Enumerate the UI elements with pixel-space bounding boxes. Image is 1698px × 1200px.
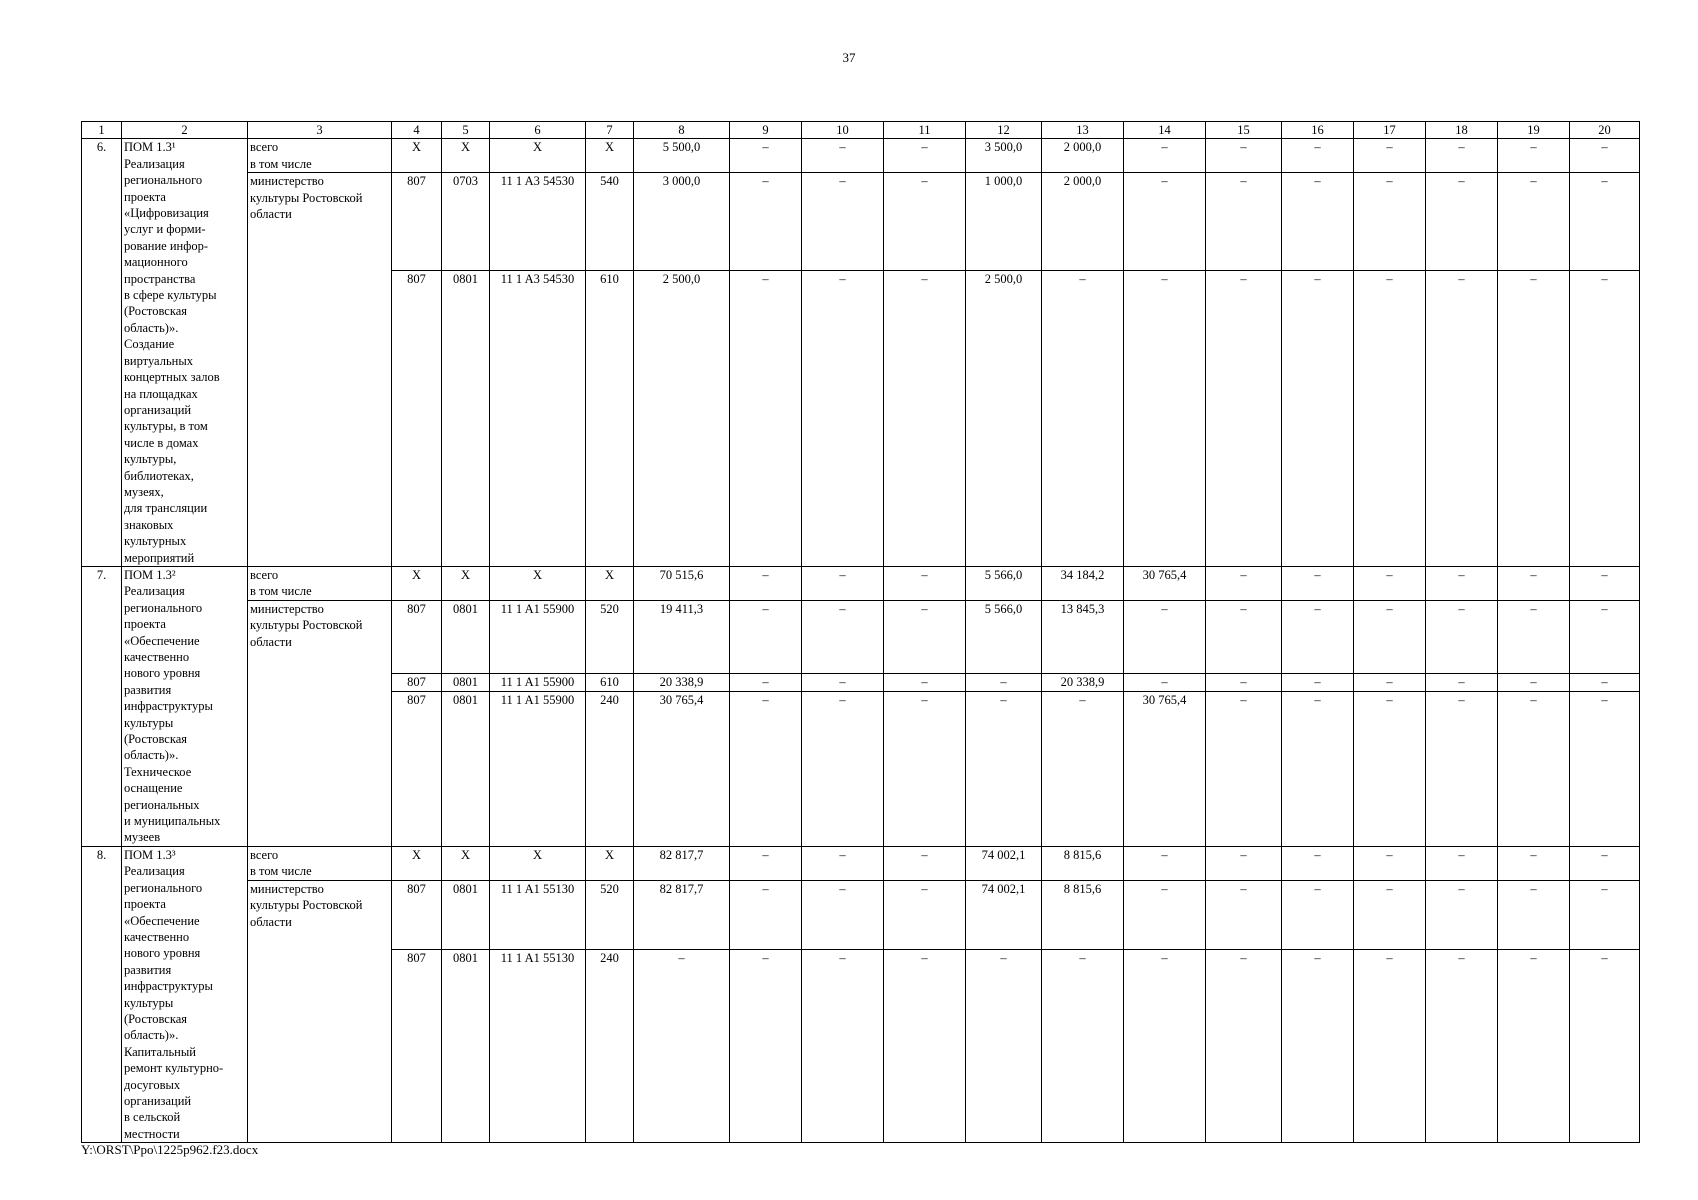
value-cell: – [884, 139, 966, 173]
value-cell: X [490, 566, 586, 600]
value-cell: – [802, 880, 884, 950]
value-cell: – [1282, 691, 1354, 846]
header-cell: 1 [82, 122, 122, 139]
value-cell: – [1354, 173, 1426, 271]
value-cell: – [1426, 880, 1498, 950]
value-cell: – [1282, 880, 1354, 950]
value-cell: – [1426, 846, 1498, 880]
value-cell: X [442, 566, 490, 600]
value-cell: X [586, 139, 634, 173]
value-cell: 5 500,0 [634, 139, 730, 173]
value-cell: – [730, 270, 802, 566]
value-cell: 807 [392, 950, 442, 1143]
value-cell: – [730, 846, 802, 880]
value-cell: – [1282, 139, 1354, 173]
value-cell: – [1124, 270, 1206, 566]
value-cell: – [966, 950, 1042, 1143]
value-cell: 2 000,0 [1042, 173, 1124, 271]
value-cell: – [730, 691, 802, 846]
measure-name: ПОМ 1.3² Реализация регионального проекта «Обеспечение качественно нового уровня развития инфраструктуры культуры (Ростовская область)». Техническое оснащение региональных и муниципальных музеев [122, 566, 248, 846]
header-cell: 5 [442, 122, 490, 139]
value-cell: 1 000,0 [966, 173, 1042, 271]
value-cell: 807 [392, 600, 442, 674]
value-cell: 19 411,3 [634, 600, 730, 674]
header-cell: 13 [1042, 122, 1124, 139]
row-number: 7. [82, 566, 122, 846]
value-cell: X [392, 846, 442, 880]
value-cell: 807 [392, 674, 442, 691]
value-cell: 807 [392, 691, 442, 846]
value-cell: – [1354, 270, 1426, 566]
header-cell: 20 [1570, 122, 1640, 139]
value-cell: 0703 [442, 173, 490, 271]
value-cell: – [1042, 270, 1124, 566]
value-cell: 82 817,7 [634, 880, 730, 950]
total-label: всего в том числе [248, 566, 392, 600]
value-cell: – [1354, 846, 1426, 880]
page-number: 37 [842, 50, 856, 65]
value-cell: 74 002,1 [966, 846, 1042, 880]
value-cell: – [1498, 566, 1570, 600]
header-cell: 2 [122, 122, 248, 139]
value-cell: 30 765,4 [634, 691, 730, 846]
value-cell: – [1124, 674, 1206, 691]
value-cell: – [1498, 950, 1570, 1143]
value-cell: – [1570, 846, 1640, 880]
total-label: всего в том числе [248, 139, 392, 173]
value-cell: – [1124, 600, 1206, 674]
value-cell: – [730, 880, 802, 950]
value-cell: 540 [586, 173, 634, 271]
value-cell: – [1570, 566, 1640, 600]
value-cell: X [490, 139, 586, 173]
value-cell: – [1354, 566, 1426, 600]
header-cell: 7 [586, 122, 634, 139]
value-cell: 2 500,0 [966, 270, 1042, 566]
value-cell: – [1498, 846, 1570, 880]
value-cell: 0801 [442, 691, 490, 846]
value-cell: 240 [586, 950, 634, 1143]
value-cell: – [802, 139, 884, 173]
value-cell: – [884, 173, 966, 271]
value-cell: – [1282, 600, 1354, 674]
value-cell: 0801 [442, 880, 490, 950]
value-cell: – [802, 173, 884, 271]
measure-name: ПОМ 1.3³ Реализация регионального проекта «Обеспечение качественно нового уровня развития инфраструктуры культуры (Ростовская область)». Капитальный ремонт культурно- досуговых организаций в сельской местности [122, 846, 248, 1142]
value-cell: – [1570, 270, 1640, 566]
value-cell: – [1354, 950, 1426, 1143]
value-cell: – [1354, 691, 1426, 846]
value-cell: – [1570, 600, 1640, 674]
value-cell: – [1042, 691, 1124, 846]
value-cell: 807 [392, 880, 442, 950]
value-cell: – [884, 691, 966, 846]
value-cell: – [1124, 173, 1206, 271]
value-cell: – [1042, 950, 1124, 1143]
header-cell: 14 [1124, 122, 1206, 139]
table-row [82, 566, 1640, 600]
value-cell: X [392, 139, 442, 173]
value-cell: – [1354, 600, 1426, 674]
table-row [82, 173, 1640, 271]
value-cell: – [1206, 173, 1282, 271]
value-cell: – [884, 600, 966, 674]
value-cell: – [802, 270, 884, 566]
value-cell: 240 [586, 691, 634, 846]
value-cell: 5 566,0 [966, 566, 1042, 600]
value-cell: – [1498, 691, 1570, 846]
header-cell: 17 [1354, 122, 1426, 139]
value-cell: – [802, 674, 884, 691]
value-cell: – [1282, 270, 1354, 566]
value-cell: – [802, 600, 884, 674]
value-cell: – [1426, 139, 1498, 173]
value-cell: 13 845,3 [1042, 600, 1124, 674]
value-cell: 8 815,6 [1042, 880, 1124, 950]
value-cell: – [1498, 674, 1570, 691]
value-cell: 74 002,1 [966, 880, 1042, 950]
value-cell: – [634, 950, 730, 1143]
value-cell: – [1282, 566, 1354, 600]
value-cell: – [884, 566, 966, 600]
header-cell: 9 [730, 122, 802, 139]
value-cell: – [1426, 691, 1498, 846]
value-cell: – [1206, 846, 1282, 880]
total-label: всего в том числе [248, 846, 392, 880]
header-cell: 8 [634, 122, 730, 139]
value-cell: – [1426, 674, 1498, 691]
value-cell: – [1426, 600, 1498, 674]
header-cell: 19 [1498, 122, 1570, 139]
value-cell: – [802, 691, 884, 846]
value-cell: – [1354, 674, 1426, 691]
value-cell: 8 815,6 [1042, 846, 1124, 880]
value-cell: – [1498, 173, 1570, 271]
value-cell: – [1570, 173, 1640, 271]
value-cell: 11 1 A1 55900 [490, 600, 586, 674]
value-cell: – [1206, 566, 1282, 600]
value-cell: – [966, 691, 1042, 846]
value-cell: – [884, 950, 966, 1143]
value-cell: 30 765,4 [1124, 691, 1206, 846]
value-cell: – [802, 846, 884, 880]
value-cell: – [1426, 566, 1498, 600]
value-cell: 610 [586, 674, 634, 691]
budget-table [81, 121, 1640, 1143]
value-cell: – [1206, 600, 1282, 674]
value-cell: – [1206, 880, 1282, 950]
value-cell: 3 500,0 [966, 139, 1042, 173]
value-cell: – [1426, 950, 1498, 1143]
value-cell: X [490, 846, 586, 880]
value-cell: – [1426, 270, 1498, 566]
header-cell: 18 [1426, 122, 1498, 139]
value-cell: – [730, 139, 802, 173]
header-cell: 3 [248, 122, 392, 139]
value-cell: – [1282, 846, 1354, 880]
value-cell: – [730, 600, 802, 674]
value-cell: 2 000,0 [1042, 139, 1124, 173]
header-cell: 11 [884, 122, 966, 139]
value-cell: – [1206, 139, 1282, 173]
value-cell: – [884, 846, 966, 880]
value-cell: 11 1 A1 55900 [490, 674, 586, 691]
value-cell: 807 [392, 173, 442, 271]
value-cell: 20 338,9 [634, 674, 730, 691]
value-cell: 11 1 A1 55130 [490, 950, 586, 1143]
value-cell: – [1124, 950, 1206, 1143]
value-cell: 0801 [442, 674, 490, 691]
value-cell: X [442, 139, 490, 173]
table-row [82, 880, 1640, 950]
header-cell: 15 [1206, 122, 1282, 139]
value-cell: 3 000,0 [634, 173, 730, 271]
value-cell: – [1570, 691, 1640, 846]
value-cell: 807 [392, 270, 442, 566]
value-cell: – [1282, 674, 1354, 691]
value-cell: – [1206, 950, 1282, 1143]
value-cell: – [1570, 880, 1640, 950]
value-cell: – [1206, 691, 1282, 846]
value-cell: 11 1 A3 54530 [490, 173, 586, 271]
value-cell: 70 515,6 [634, 566, 730, 600]
row-number: 8. [82, 846, 122, 1142]
value-cell: – [1354, 880, 1426, 950]
value-cell: 11 1 A3 54530 [490, 270, 586, 566]
header-cell: 16 [1282, 122, 1354, 139]
value-cell: 5 566,0 [966, 600, 1042, 674]
value-cell: – [802, 950, 884, 1143]
value-cell: X [586, 566, 634, 600]
table-row [82, 139, 1640, 173]
value-cell: – [1354, 139, 1426, 173]
value-cell: X [586, 846, 634, 880]
value-cell: 20 338,9 [1042, 674, 1124, 691]
value-cell: – [1124, 139, 1206, 173]
executor-label: министерство культуры Ростовской области [248, 173, 392, 567]
row-number: 6. [82, 139, 122, 567]
header-cell: 6 [490, 122, 586, 139]
value-cell: – [966, 674, 1042, 691]
value-cell: – [730, 674, 802, 691]
header-row [82, 122, 1640, 139]
executor-label: министерство культуры Ростовской области [248, 600, 392, 846]
value-cell: 30 765,4 [1124, 566, 1206, 600]
value-cell: – [1498, 270, 1570, 566]
value-cell: – [1498, 880, 1570, 950]
value-cell: 82 817,7 [634, 846, 730, 880]
file-path-footer: Y:\ORST\Ppo\1225p962.f23.docx [81, 1142, 259, 1157]
value-cell: 0801 [442, 270, 490, 566]
value-cell: – [884, 880, 966, 950]
value-cell: – [1498, 600, 1570, 674]
value-cell: – [1206, 674, 1282, 691]
value-cell: X [392, 566, 442, 600]
value-cell: – [1124, 880, 1206, 950]
value-cell: – [730, 173, 802, 271]
executor-label: министерство культуры Ростовской области [248, 880, 392, 1143]
value-cell: – [730, 950, 802, 1143]
value-cell: – [730, 566, 802, 600]
value-cell: – [1124, 846, 1206, 880]
value-cell: – [1282, 173, 1354, 271]
value-cell: – [1570, 950, 1640, 1143]
value-cell: 11 1 A1 55130 [490, 880, 586, 950]
table-row [82, 600, 1640, 674]
value-cell: – [1206, 270, 1282, 566]
header-cell: 10 [802, 122, 884, 139]
value-cell: 34 184,2 [1042, 566, 1124, 600]
value-cell: – [1498, 139, 1570, 173]
measure-name: ПОМ 1.3¹ Реализация регионального проекта «Цифровизация услуг и форми- рование инфор- мационного пространства в сфере культуры (Ростовская область)». Создание виртуальных концертных залов на площадках организаций культуры, в том числе в домах культуры, библиотеках, музеях, для трансляции знаковых культурных мероприятий [122, 139, 248, 567]
value-cell: – [802, 566, 884, 600]
value-cell: 520 [586, 600, 634, 674]
table-row [82, 846, 1640, 880]
value-cell: – [884, 270, 966, 566]
value-cell: 520 [586, 880, 634, 950]
value-cell: – [1570, 674, 1640, 691]
value-cell: X [442, 846, 490, 880]
value-cell: 0801 [442, 600, 490, 674]
value-cell: 11 1 A1 55900 [490, 691, 586, 846]
value-cell: 2 500,0 [634, 270, 730, 566]
value-cell: 0801 [442, 950, 490, 1143]
header-cell: 12 [966, 122, 1042, 139]
value-cell: – [1282, 950, 1354, 1143]
header-cell: 4 [392, 122, 442, 139]
value-cell: – [1426, 173, 1498, 271]
value-cell: – [1570, 139, 1640, 173]
value-cell: 610 [586, 270, 634, 566]
value-cell: – [884, 674, 966, 691]
